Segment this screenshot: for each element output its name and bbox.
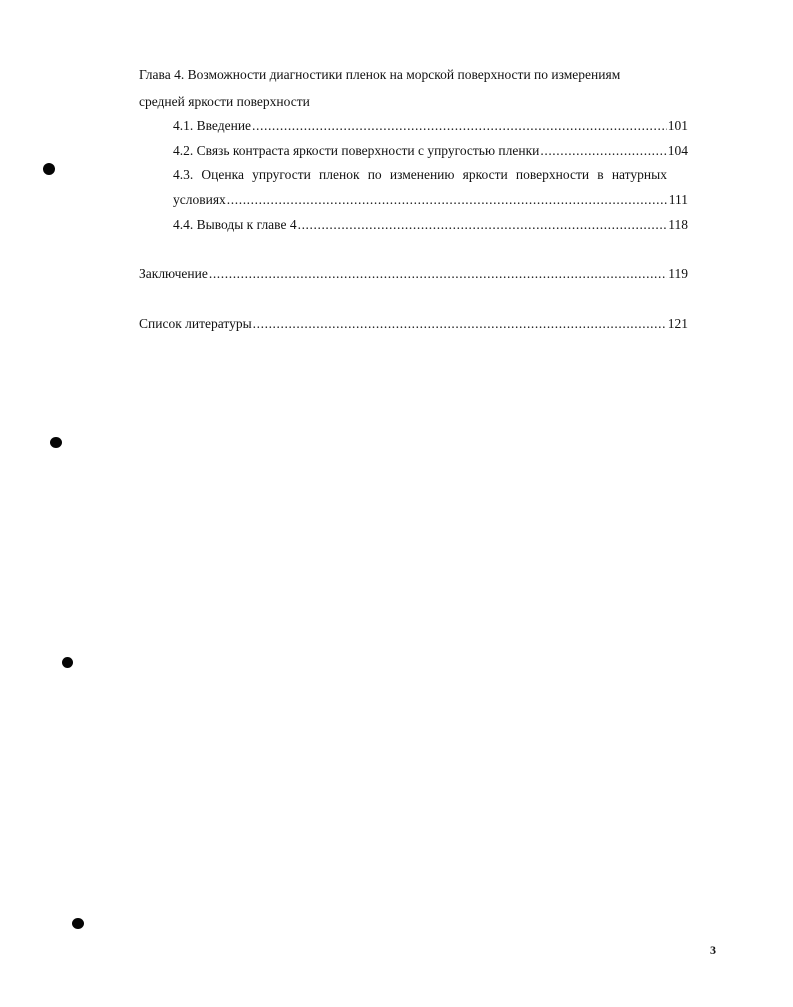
toc-entry-4-1 <box>173 117 688 135</box>
toc-word: поверхности <box>515 167 590 182</box>
toc-entry-conclusion <box>139 265 688 283</box>
toc-word: натурных <box>611 167 667 182</box>
toc-entry-label: Список литературы <box>139 316 252 331</box>
toc-word: изменению <box>389 167 455 182</box>
toc-entry-references <box>139 315 688 333</box>
toc-entry-page: 119 <box>668 266 688 281</box>
punch-hole-mark <box>62 657 73 668</box>
chapter-title-line-2: средней яркости поверхности <box>139 94 310 109</box>
toc-entry-label: 4.1. Введение <box>173 118 252 133</box>
dot-leader <box>227 191 668 209</box>
toc-entry-label: Заключение <box>139 266 208 281</box>
toc-word: яркости <box>462 167 508 182</box>
toc-entry-label: условиях <box>173 192 226 207</box>
toc-entry-4-3-line-1 <box>173 166 667 184</box>
dot-leader <box>298 216 668 234</box>
toc-entry-4-4 <box>173 216 688 234</box>
dot-leader <box>252 117 667 135</box>
toc-word: по <box>367 167 382 182</box>
dot-leader <box>209 265 667 283</box>
dot-leader <box>540 142 666 160</box>
toc-entry-page: 101 <box>667 118 688 133</box>
toc-entry-label: 4.2. Связь контраста яркости поверхности с упругостью пленки <box>173 143 540 158</box>
toc-entry-page: 118 <box>668 217 688 232</box>
punch-hole-mark <box>43 163 55 175</box>
dot-leader <box>253 315 667 333</box>
toc-word: упругости <box>252 167 311 182</box>
page-number: 3 <box>710 943 716 957</box>
punch-hole-mark <box>72 918 84 929</box>
toc-word: Оценка <box>201 167 244 182</box>
punch-hole-mark <box>50 437 62 448</box>
toc-word: 4.3. <box>173 167 194 182</box>
toc-entry-label: 4.4. Выводы к главе 4 <box>173 217 297 232</box>
toc-entry-page: 104 <box>667 143 688 158</box>
toc-entry-4-2 <box>173 142 688 160</box>
toc-entry-4-3-line-2 <box>173 191 688 209</box>
toc-entry-page: 111 <box>668 192 688 207</box>
toc-word: в <box>597 167 604 182</box>
chapter-title-line-1: Глава 4. Возможности диагностики пленок на морской поверхности по измерениям <box>139 67 621 82</box>
toc-entry-page: 121 <box>667 316 688 331</box>
toc-word: пленок <box>319 167 360 182</box>
